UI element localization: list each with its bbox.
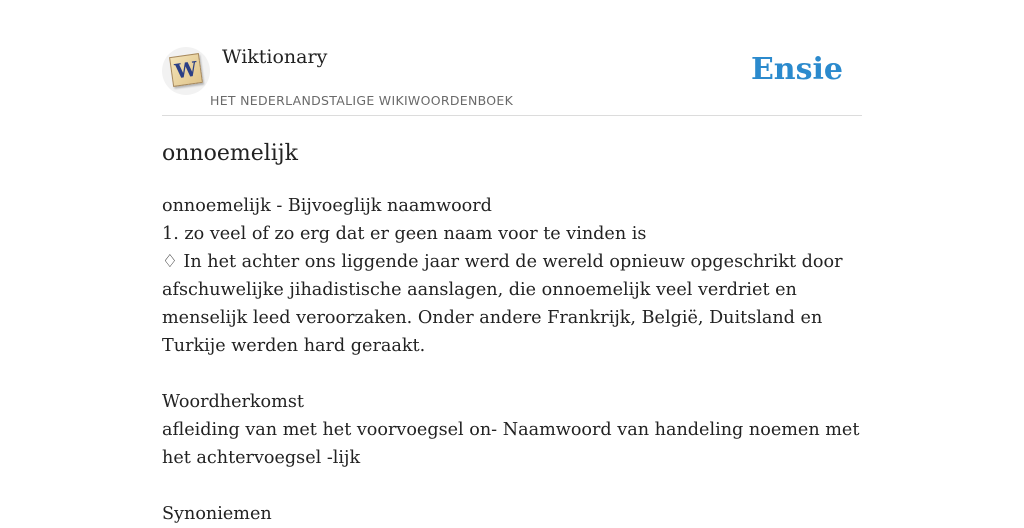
logo-letter: W [173, 56, 199, 84]
spacer [162, 360, 862, 388]
synonyms-heading: Synoniemen [162, 504, 272, 524]
site-title[interactable]: Wiktionary [222, 46, 328, 68]
ensie-brand-link[interactable]: Ensie [750, 52, 843, 87]
spacer [162, 472, 862, 500]
logo-tile [169, 53, 203, 87]
etymology-text: afleiding van met het voorvoegsel on- Naamwoord van handeling noemen met het achtervoegsel -lijk [162, 420, 860, 468]
example-sentence: ♢ In het achter ons liggende jaar werd de wereld opnieuw opgeschrikt door afschuwelijke jihadistische aanslagen, die onnoemelijk veel verdriet en menselijk leed veroorzaken. Onder andere Frankrijk, België, Duitsland en Turkije werden hard geraakt. [162, 252, 843, 356]
site-subtitle: HET NEDERLANDSTALIGE WIKIWOORDENBOEK [210, 93, 514, 108]
page [162, 0, 862, 524]
part-of-speech-line: onnoemelijk - Bijvoeglijk naamwoord [162, 196, 492, 216]
definition: 1. zo veel of zo erg dat er geen naam voor te vinden is [162, 224, 647, 244]
wiktionary-logo-icon[interactable] [162, 47, 210, 95]
etymology-heading: Woordherkomst [162, 392, 304, 412]
site-header [162, 0, 862, 116]
page-title: onnoemelijk [162, 141, 298, 166]
entry-content [162, 192, 862, 528]
